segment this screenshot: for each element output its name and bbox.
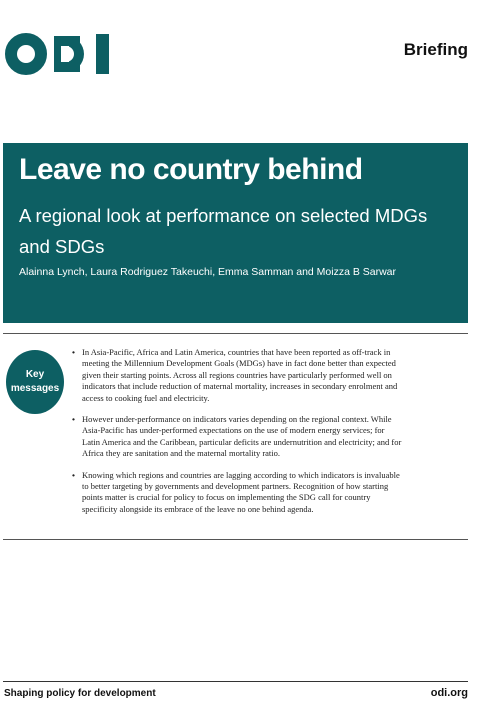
odi-logo — [4, 30, 112, 78]
bullet-icon: • — [72, 469, 75, 480]
key-messages-list — [72, 347, 404, 525]
list-item — [72, 470, 404, 516]
key-messages-badge — [6, 350, 64, 414]
list-item — [72, 347, 404, 404]
list-item — [72, 414, 404, 460]
footer-tagline: Shaping policy for development — [4, 688, 156, 699]
authors: Alainna Lynch, Laura Rodriguez Takeuchi, Emma Samman and Moizza B Sarwar — [19, 266, 397, 278]
divider — [3, 333, 468, 334]
document-title: Leave no country behind — [19, 153, 363, 186]
key-messages-label-line2: messages — [10, 383, 60, 394]
document-type-label: Briefing — [403, 40, 468, 59]
bullet-icon: • — [72, 347, 75, 357]
key-message-text: In Asia-Pacific, Africa and Latin America, countries that have been reported as off-track in meeting the Millennium Development Goals (MDGs) have in fact done better than expected given their starting points. Across all regions countries have particularly performed well on indicators that include reduction of maternal mortality, increases in secondary enrolment and access to cooking fuel and electricity. — [82, 347, 398, 403]
key-messages-label-line1: Key — [25, 369, 45, 380]
key-message-text: However under-performance on indicators varies depending on the regional context. While Asia-Pacific has under-performed expectations on the use of modern energy services; for Latin America and the Caribbean, particular deficits are undernutrition and electricity; and for Africa they are sanitation and the maternal mortality ratio. — [82, 414, 402, 459]
bullet-icon: • — [72, 414, 75, 425]
divider — [3, 539, 468, 540]
footer-divider — [3, 681, 468, 682]
document-subtitle: A regional look at performance on selected MDGs and SDGs — [19, 205, 428, 257]
key-message-text: Knowing which regions and countries are lagging according to which indicators is invaluable to better targeting by governments and development partners. Recognition of how starting points matter is crucial for policy to focus on implementing the SDG call for country specificity alongside its embrace of the leave no one behind agenda. — [82, 469, 400, 514]
title-banner — [3, 143, 468, 323]
footer-site-link[interactable]: odi.org — [430, 687, 468, 699]
